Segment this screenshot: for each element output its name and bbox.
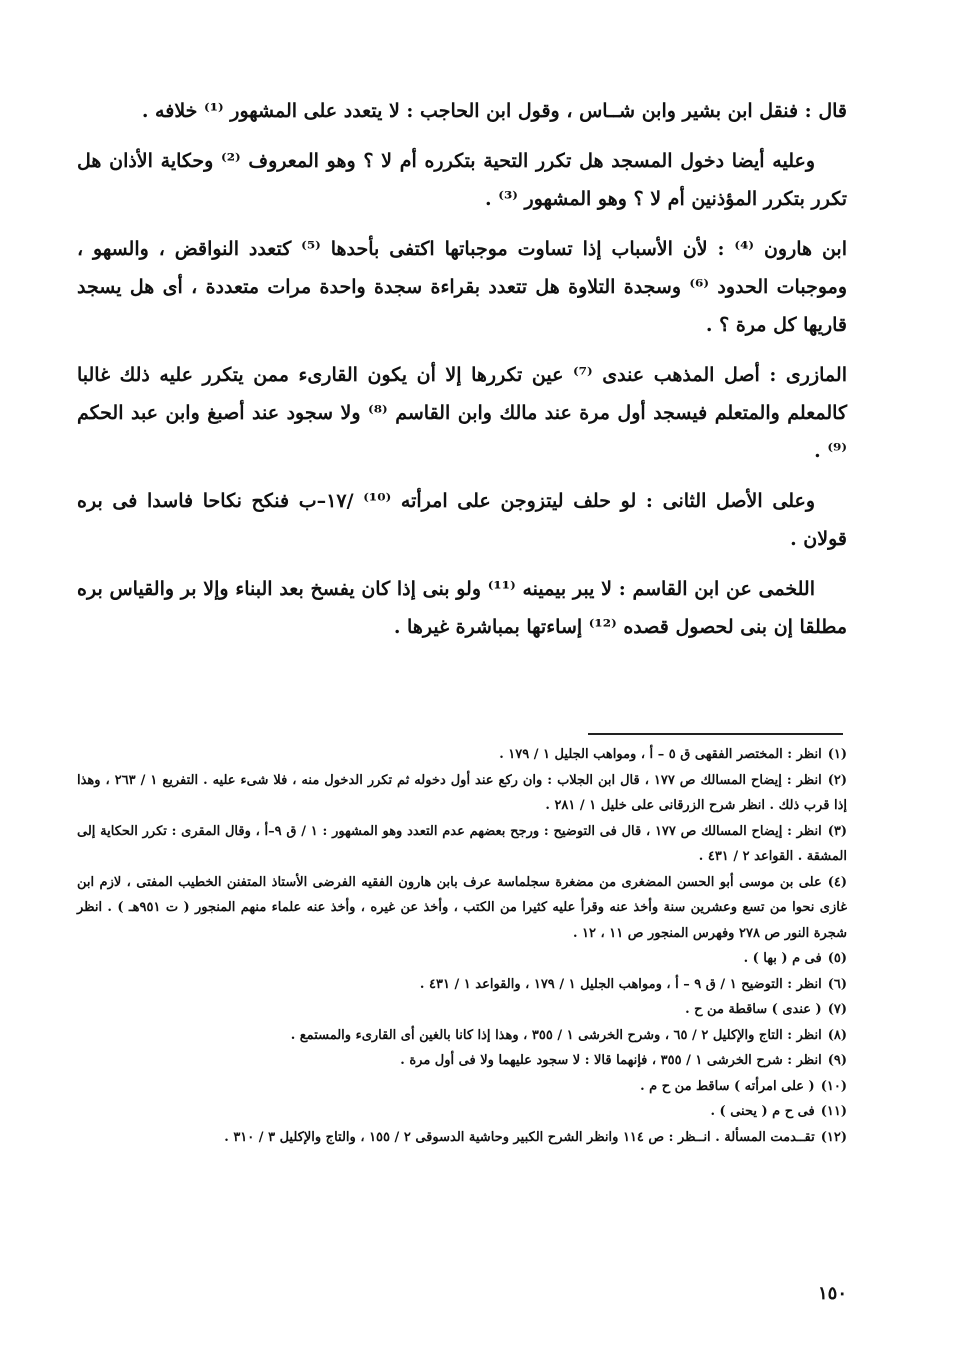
footnote-text: انظر : التوضيح ١ / ق ٩ – أ ، ومواهب الجليل ١ / ١٧٩ ، والقواعد ١ / ٤٣١ .: [419, 976, 822, 992]
main-text: [77, 92, 847, 658]
footnote: [77, 946, 847, 972]
footnote: [77, 768, 847, 819]
footnote-text: انظر : إيضاح المسالك ص ١٧٧ ، قال ابن الجلاب : وان ركع عند أول دخوله ثم تكرر الدخول منه ، فلا شىء عليه . التفريع ١ / ٢٦٣ ، وهذا إذا قرب ذلك . انظر شرح الزرقانى على خليل ١ / ٢٨١ .: [77, 772, 847, 813]
footnote-text: على بن موسى أبو الحسن المضغرى من مضغرة سجلماسة عرف بابن هارون الفقيه الفرضى الأستاذ المتفنن الخطيب المفتى ، لازم ابن غازى نحوا من تسع وعشرين سنة وأخذ عنه وقرأ عليه كثيرا من الكتب ، وأخذ عن غيره ، وأخذ عنه علماء منهم المنجور ( ت ٩٥١هـ ) . انظر شجرة النور ص ٢٧٨ وفهرس المنجور ص ١١ ، ١٢ .: [77, 874, 847, 941]
footnote-text: فى م ( بها ) .: [743, 951, 822, 966]
footnote-text: ( عندى ) ساقطة من ح .: [685, 1002, 822, 1017]
footnote-number: (٣): [827, 823, 847, 839]
footnote-number: (٤): [827, 874, 847, 890]
page-number: ١٥٠: [817, 1283, 847, 1304]
footnote-number: (٥): [827, 951, 847, 966]
footnote: [77, 997, 847, 1023]
footnote-number: (٢): [827, 772, 847, 788]
footnote: [77, 972, 847, 998]
footnote-text: انظر : إيضاح المسالك ص ١٧٧ ، قال فى التوضيح : ورجح بعضهم عدم التعدد وهو المشهور : ١ / ق ٩–أ ، وقال المقرى : تكرر الحكاية إلى المشقة . القواعد ٢ / ٤٣١ .: [77, 823, 847, 864]
footnote: [77, 1048, 847, 1074]
footnote: [77, 1074, 847, 1100]
footnote-text: فى ح م ( يحنى ) .: [710, 1104, 815, 1119]
footnote-divider: [588, 733, 843, 735]
footnote-number: (١): [827, 747, 847, 762]
paragraph: قال : فنقل ابن بشير وابن شــاس ، وقول ابن الحاجب : لا يتعدد على المشهور ⁽¹⁾ خلافه .: [141, 100, 847, 122]
footnote-text: تقــدمت المسألة . انــظر : ص ١١٤ وانظر الشرح الكبير وحاشية الدسوقى ٢ / ١٥٥ ، والتاج والإكليل ٣ / ٣١٠ .: [224, 1129, 815, 1145]
footnote: [77, 1125, 847, 1151]
footnote-number: (١٠): [820, 1078, 847, 1094]
footnote: [77, 1023, 847, 1049]
footnote: [77, 819, 847, 870]
footnote-text: ( على امرأته ) ساقط من ح م .: [640, 1078, 815, 1094]
footnote-text: انظر : المختصر الفقهى ق ٥ – أ ، ومواهب الجليل ١ / ١٧٩ .: [499, 747, 822, 762]
footnote-text: انظر : شرح الخرشى ١ / ٣٥٥ ، فإنهما قالا : لا سجود عليهما ولا فى أول مرة .: [400, 1053, 822, 1068]
paragraph: اللخمى عن ابن القاسم : لا يبر بيمينه ⁽¹¹⁾ ولو بنى إذا كان يفسخ بعد البناء وإلا بر والقياس بره مطلقا إن بنى لحصول قصده ⁽¹²⁾ إساءتها بمباشرة غيرها .: [77, 578, 847, 638]
footnote: [77, 742, 847, 768]
paragraph: المازرى : أصل المذهب عندى ⁽⁷⁾ عين تكررها إلا أن يكون القارىء ممن يتكرر عليه ذلك غالبا كالمعلم والمتعلم فيسجد أول مرة عند مالك وابن القاسم ⁽⁸⁾ ولا سجود عند أصبغ وابن عبد الحكم ⁽⁹⁾ .: [77, 364, 847, 462]
footnote-number: (٦): [827, 976, 847, 992]
paragraph: وعليه أيضا دخول المسجد هل تكرر التحية بتكرره أم لا ؟ وهو المعروف ⁽²⁾ وحكاية الأذان هل تكرر بتكرر المؤذنين أم لا ؟ وهو المشهور ⁽³⁾ .: [77, 150, 847, 210]
footnote-number: (٩): [827, 1053, 847, 1068]
footnote: [77, 870, 847, 947]
footnote-number: (١١): [820, 1104, 847, 1119]
paragraph: ابن هارون ⁽⁴⁾ : لأن الأسباب إذا تساوت موجباتها اكتفى بأحدها ⁽⁵⁾ كتعدد النواقض ، والسهو ، وموجبات الحدود ⁽⁶⁾ وسجدة التلاوة هل تتعدد بقراءة سجدة واحدة مرات متعددة ، أى هل يسجد قاريها كل مرة ؟ .: [77, 238, 847, 336]
footnotes: [77, 742, 847, 1150]
paragraph: وعلى الأصل الثانى : لو حلف ليتزوجن على امرأته ⁽¹⁰⁾ /١٧–ب فنكح نكاحا فاسدا فى بره قولان .: [77, 490, 847, 550]
footnote-text: انظر : التاج والإكليل ٢ / ٦٥ ، وشرح الخرشى ١ / ٣٥٥ ، وهذا إذا كانا بالغين أى القارىء والمستمع .: [290, 1027, 822, 1043]
footnote: [77, 1099, 847, 1125]
footnote-number: (١٢): [820, 1129, 847, 1145]
footnote-number: (٧): [827, 1002, 847, 1017]
footnote-number: (٨): [827, 1027, 847, 1043]
